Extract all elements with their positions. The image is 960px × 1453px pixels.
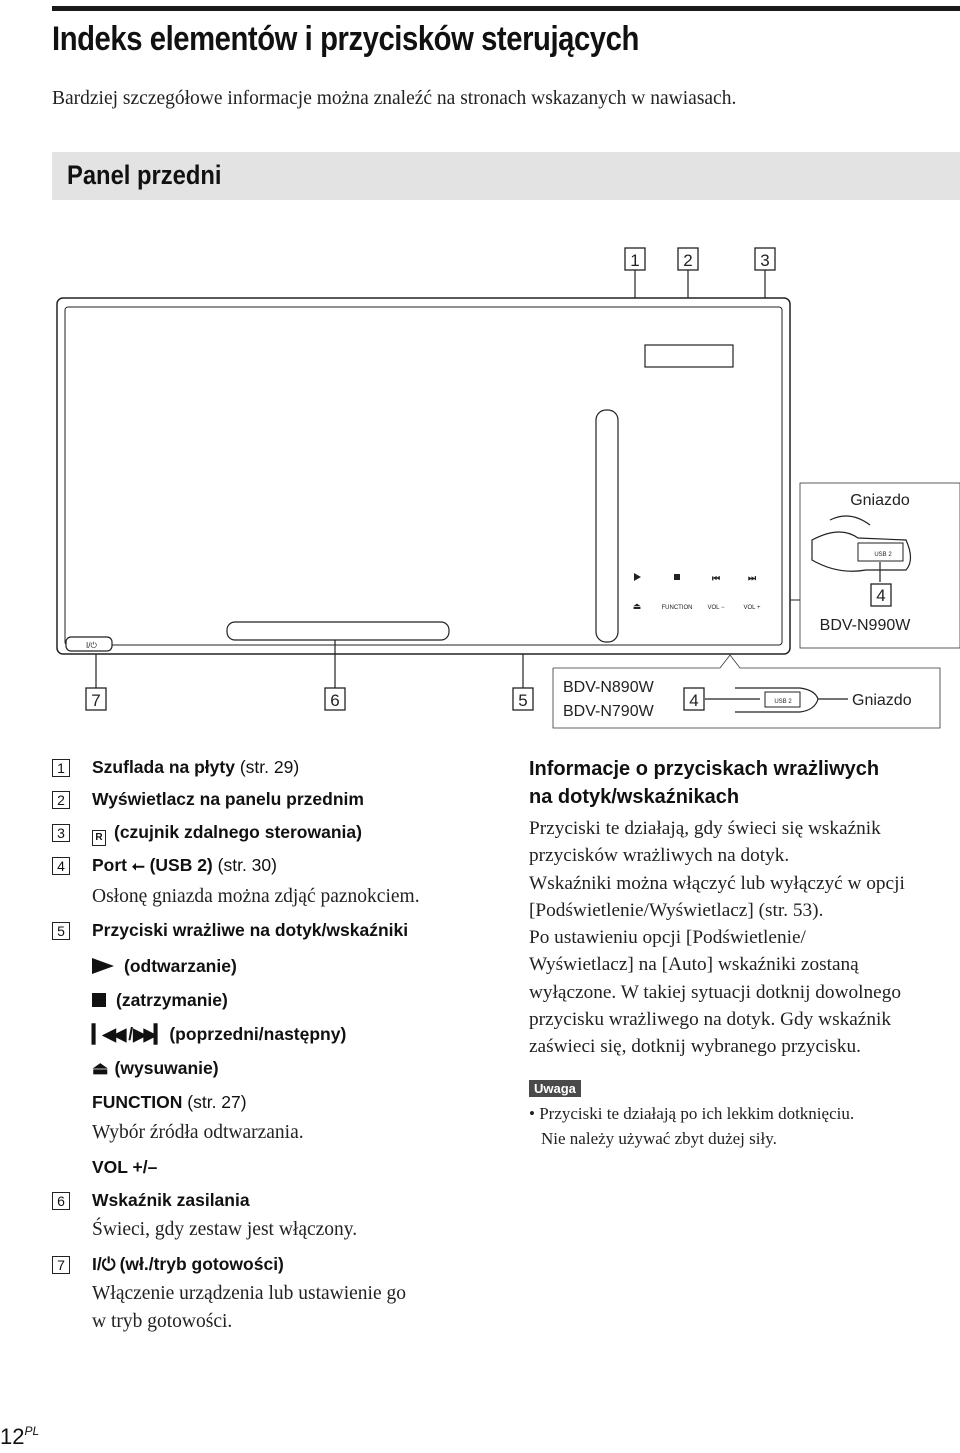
svg-text:BDV-N790W: BDV-N790W bbox=[563, 703, 654, 720]
svg-text:USB 2: USB 2 bbox=[774, 699, 792, 705]
callout-1 bbox=[625, 248, 645, 270]
svg-text:1: 1 bbox=[630, 251, 640, 270]
callout-6 bbox=[325, 688, 345, 710]
callout-2 bbox=[678, 248, 698, 270]
info-title: Informacje o przyciskach wrażliwych na dotyk/wskaźnikach bbox=[529, 758, 880, 808]
front-display bbox=[645, 345, 733, 367]
sub-eject: ⏏ (wysuwanie) bbox=[92, 1058, 219, 1078]
section-title: Panel przedni bbox=[67, 160, 222, 190]
svg-text:⏭: ⏭ bbox=[747, 573, 757, 583]
callout-7 bbox=[86, 688, 106, 710]
top-rule bbox=[52, 6, 960, 11]
front-panel-diagram bbox=[0, 230, 960, 740]
sub-vol: VOL +/– bbox=[92, 1157, 158, 1177]
eject-icon: ⏏ bbox=[92, 1058, 109, 1078]
svg-text:7: 7 bbox=[91, 691, 101, 710]
play-icon bbox=[92, 958, 114, 974]
item-4-desc: Osłonę gniazda można zdjąć paznokciem. bbox=[92, 886, 420, 907]
callout-4-bottom bbox=[684, 688, 704, 710]
prev-icon: ▎◀◀ bbox=[92, 1024, 124, 1044]
page-title: Indeks elementów i przycisków sterujących bbox=[52, 20, 639, 58]
sub-prevnext: ▎◀◀ /▶▶▎ (poprzedni/następny) bbox=[92, 1024, 347, 1044]
svg-text:Gniazdo: Gniazdo bbox=[852, 692, 912, 709]
remote-sensor-icon: R bbox=[92, 830, 106, 846]
disc-slot bbox=[596, 410, 618, 642]
sub-function: FUNCTION (str. 27) bbox=[92, 1092, 247, 1112]
sub-play: (odtwarzanie) bbox=[92, 956, 237, 977]
svg-text:I/⏻: I/⏻ bbox=[86, 641, 97, 650]
next-icon: ▶▶▎ bbox=[133, 1024, 165, 1044]
svg-text:⏮: ⏮ bbox=[711, 573, 721, 583]
usb-icon: ⭠ bbox=[131, 858, 145, 875]
svg-text:VOL +: VOL + bbox=[743, 605, 761, 611]
svg-text:VOL −: VOL − bbox=[707, 605, 725, 611]
svg-text:3: 3 bbox=[760, 251, 770, 270]
svg-text:BDV-N890W: BDV-N890W bbox=[563, 679, 654, 696]
svg-text:BDV-N990W: BDV-N990W bbox=[819, 617, 911, 634]
note-text: • Przyciski te działają po ich lekkim dotknięciu. Nie należy używać zbyt dużej siły. bbox=[529, 1104, 855, 1148]
svg-text:2: 2 bbox=[683, 251, 693, 270]
callout-5 bbox=[513, 688, 533, 710]
item-6: 6 Wskaźnik zasilania bbox=[52, 1190, 250, 1211]
item-3: 3 R (czujnik zdalnego sterowania) bbox=[52, 822, 362, 846]
svg-text:5: 5 bbox=[518, 691, 528, 710]
item-7-desc-2: w tryb gotowości. bbox=[92, 1311, 233, 1332]
callout-3 bbox=[755, 248, 775, 270]
note-badge: Uwaga bbox=[529, 1080, 581, 1097]
svg-text:FUNCTION: FUNCTION bbox=[661, 605, 693, 611]
item-5: 5 Przyciski wrażliwe na dotyk/wskaźniki bbox=[52, 920, 408, 941]
svg-text:4: 4 bbox=[876, 586, 886, 605]
item-4: 4 Port ⭠ (USB 2) (str. 30) bbox=[52, 855, 277, 876]
item-7-desc-1: Włączenie urządzenia lub ustawienie go bbox=[92, 1283, 407, 1304]
sub-function-desc: Wybór źródła odtwarzania. bbox=[92, 1122, 304, 1143]
stop-icon bbox=[92, 993, 106, 1007]
page-subtitle: Bardziej szczegółowe informacje można znaleźć na stronach wskazanych w nawiasach. bbox=[52, 88, 737, 109]
svg-text:⏏: ⏏ bbox=[632, 601, 642, 611]
svg-text:6: 6 bbox=[330, 691, 340, 710]
svg-text:Gniazdo: Gniazdo bbox=[850, 492, 910, 509]
power-standby-icon: I/⏻ bbox=[92, 1254, 116, 1274]
item-2: 2 Wyświetlacz na panelu przednim bbox=[52, 789, 364, 810]
callout-4-top bbox=[871, 584, 891, 606]
item-1: 1 Szuflada na płyty (str. 29) bbox=[52, 757, 299, 778]
svg-text:USB 2: USB 2 bbox=[874, 552, 892, 558]
svg-text:4: 4 bbox=[689, 691, 699, 710]
page-number: $12^{PL}$ bbox=[0, 1424, 40, 1449]
sub-stop: (zatrzymanie) bbox=[92, 990, 228, 1011]
item-6-desc: Świeci, gdy zestaw jest włączony. bbox=[92, 1219, 358, 1240]
power-indicator bbox=[227, 622, 449, 640]
item-7: 7 I/⏻ (wł./tryb gotowości) bbox=[52, 1254, 284, 1275]
info-text: Przyciski te działają, gdy świeci się wskaźnik przycisków wrażliwych na dotyk. Wskaźniki można włączyć lub wyłączyć w opcji [Podświetlenie/Wyświetlacz] (str. 53). Po ustawieniu opcji [Podświetlenie/ Wyświetlacz] na [Auto] wskaźniki zostaną wyłączone. W takiej sytuacji dotknij dowolnego przycisku wrażliwego na dotyk. Gdy wskaźnik zaświeci się, dotknij wybranego przycisku. bbox=[529, 818, 905, 1058]
